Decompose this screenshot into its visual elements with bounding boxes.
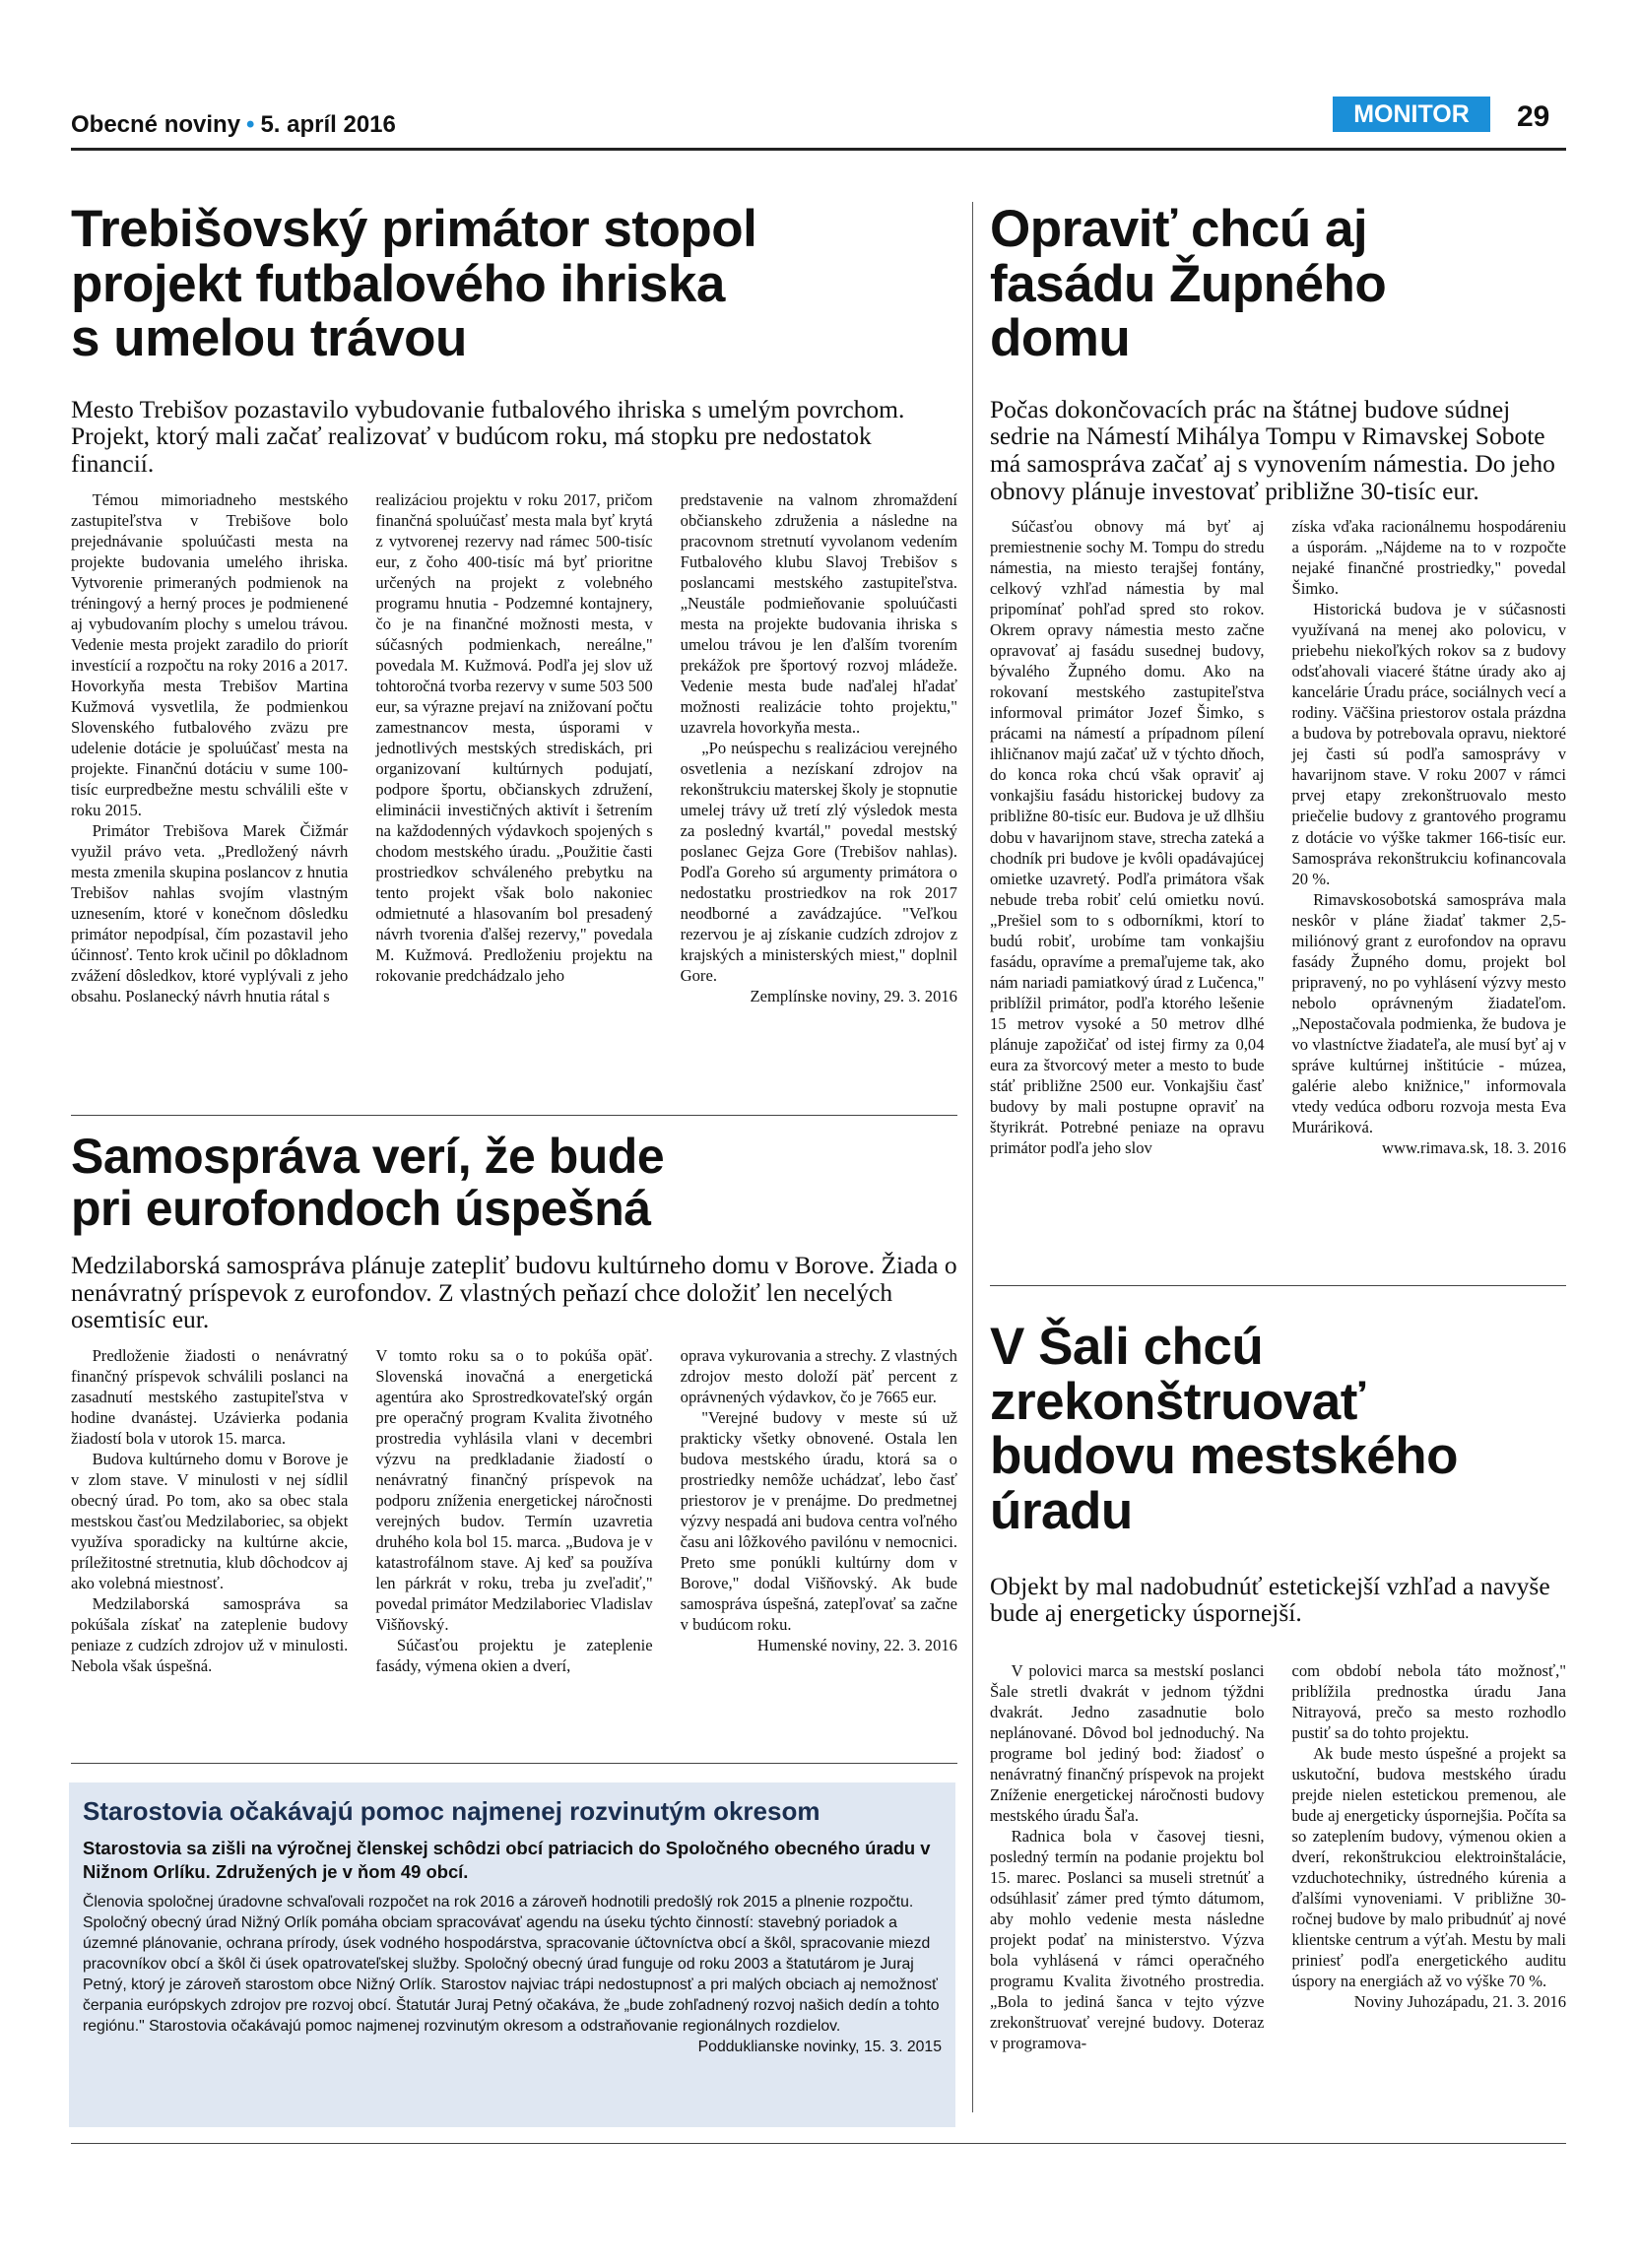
body-column [71, 1345, 348, 1759]
paragraph: oprava vykurovania a strechy. Z vlastných zdrojov mesto doloží päť percent z oprávnených výdavkov, čo je 7665 eur. [680, 1345, 957, 1406]
body-column [1292, 516, 1567, 1304]
box-source: Podduklianske novinky, 15. 3. 2015 [697, 2038, 942, 2055]
headline-line: pri eurofondoch úspešná [71, 1180, 651, 1236]
body-column [681, 489, 957, 1110]
body-column [990, 1660, 1265, 2153]
article-medzilaborce [71, 1131, 957, 1759]
paragraph: Súčasťou projektu je zateplenie fasády, výmena okien a dverí, [375, 1636, 653, 1676]
paragraph: „Po neúspechu s realizáciou verejného osvetlenia a nezískaní zdrojov na rekonštrukciu materskej školy je stopnutie umelej trávy už tretí zlý výsledok mesta za posledný kvartál," povedal mestský poslanec Gejza Gore (Trebišov nahlas). Podľa Goreho sú argumenty primátora o nedostatku prostriedkov na rok 2017 neodborné a zavádzajúce. "Veľkou rezervou je aj získanie cudzích zdrojov z krajských a ministerských miest," doplnil Gore. [680, 738, 957, 986]
headline [71, 202, 957, 366]
section-label: MONITOR [1333, 97, 1490, 132]
paragraph: Rimavskosobotská samospráva mala neskôr v pláne žiadať takmer 2,5-miliónový grant z eurofondov na opravu fasády Župného domu, projekt bol pripravený, no po vyhlásení výzvy mesto nebolo oprávneným žiadateľom. „Nepostačovala podmienka, že budova je vo vlastníctve žiadateľa, ale musí byť aj v správe kultúrnej inštitúcie - múzea, galérie alebo knižnice," informovala vtedy vedúca odboru rozvoja mesta Eva Muráriková. [1291, 889, 1566, 1136]
headline-line: Opraviť chcú aj [990, 200, 1368, 258]
paragraph: realizáciou projektu v roku 2017, pričom finančná spoluúčasť mesta mala byť krytá z vytvorenej rezervy nad rámec 500-tisíc eur, z čoho 400-tisíc má byť prioritne určených na projekt z volebného programu hnutia - Podzemné kontajnery, čo je na finančné možnosti mesta, v súčasných podmienkach, nereálne," povedala M. Kužmová. Podľa jej slov už tohtoročná tvorba rezervy v sume 503 500 eur, sa výrazne prejaví na znižovaní počtu zamestnancov mesta, úsporami v jednotlivých mestských strediskách, pri organizovaní kultúrnych podujatí, podpore športu, občianskych združení, eliminácii investičných aktivít i šetrením na každodenných výdavkoch spojených s chodom mestského úradu. „Použitie časti prostriedkov schváleného prebytku na tento projekt však bolo nakoniec odmietnuté a hlasovaním bol presadený návrh tvorenia ďalšej rezervy," povedala M. Kužmová. Predloženiu projektu na rokovanie predchádzalo jeho [375, 489, 653, 986]
headline-line: budovu mestského [990, 1427, 1458, 1486]
page-number: 29 [1517, 100, 1550, 133]
paragraph: V polovici marca sa mestskí poslanci Šale stretli dvakrát v jednom týždni dvakrát. Jedno zasadnutie bolo neplánované. Dôvod bol jednoduchý. Na programe bol jediný bod: žiadosť o nenávratný finančný príspevok na projekt Zníženie energetickej náročnosti budovy mestského úradu Šaľa. [990, 1660, 1265, 1825]
paragraph: predstavenie na valnom zhromaždení občianskeho združenia a následne na pracovnom stretnutí vyvolanom vedením Futbalového klubu Slavoj Trebišov s poslancami mestského zastupiteľstva. „Neustále podmieňovanie spoluúčasti mesta na projekte budovania ihriska s umelou trávou je len ďalším tvorením prekážok pre športový rozvoj mládeže. Vedenie mesta bude naďalej hľadať možnosti realizácie tohto projektu," uzavrela hovorkyňa mesta.. [680, 489, 957, 737]
paragraph: Radnica bola v časovej tiesni, posledný termín na podanie projektu bol 15. marec. Poslanci sa museli stretnúť a odsúhlasiť zámer pred týmto dátumom, aby mohlo vedenie mesta následne projekt podať na ministerstvo. Výzva bola vyhlásená v rámci operačného programu Kvalita životného prostredia. „Bola to jediná šanca v tejto výzve zrekonštruovať verejné budovy. Doteraz v programova- [990, 1826, 1265, 2053]
article-zupny-dom [990, 202, 1566, 1304]
header-rule [71, 148, 1566, 151]
paragraph: com období nebola táto možnosť," priblížila prednostka úradu Jana Nitrayová, prečo sa mesto rozhodlo pustiť sa do tohto projektu. [1291, 1660, 1566, 1742]
paragraph: získa vďaka racionálnemu hospodáreniu a úsporám. „Nájdeme na to v rozpočte nejaké finančné prostriedky," povedal Šimko. [1291, 517, 1566, 599]
body-column [990, 516, 1265, 1304]
body-column [375, 489, 652, 1110]
paragraph: V tomto roku sa o to pokúša opäť. Slovenská inovačná a energetická agentúra ako Sprostredkovateľský orgán pre operačný program Kvalita životného prostredia vyhlásila vlani v decembri výzvu na predkladanie žiadostí o nenávratný finančný príspevok na podporu zníženia energetickej náročnosti verejných budov. Termín uzavretia druhého kola bol 15. marca. „Budova je v katastrofálnom stave. Aj keď sa používa len párkrát v roku, treba ju zveľadiť," povedal primátor Medzilaboriec Vladislav Višňovský. [375, 1345, 653, 1634]
article-trebisov [71, 202, 957, 1110]
paragraph: Medzilaborská samospráva sa pokúšala získať na zateplenie budovy peniaze z cudzích zdrojov už v minulosti. Nebola však úspešná. [71, 1593, 349, 1676]
separator-dot: • [246, 111, 255, 138]
article-source: www.rimava.sk, 18. 3. 2016 [1382, 1137, 1566, 1157]
article-sala [990, 1320, 1566, 2153]
headline [71, 1131, 957, 1234]
headline-line: Samospráva verí, že bude [71, 1129, 665, 1184]
paragraph: Predloženie žiadosti o nenávratný finančný príspevok schválili poslanci na zasadnutí mestského zastupiteľstva v hodine dvanástej. Uzávierka podania žiadostí bola v utorok 15. marca. [71, 1345, 349, 1448]
article-separator [71, 1115, 957, 1116]
lead-paragraph: Medzilaborská samospráva plánuje zatepliť budovu kultúrneho domu v Borove. Žiada o nenávratný príspevok z eurofondov. Z vlastných peňazí chce doložiť len necelých osemtisíc eur. [71, 1251, 957, 1334]
info-box [69, 1782, 955, 2127]
article-body [990, 1660, 1566, 2153]
headline-line: s umelou trávou [71, 309, 467, 368]
article-source: Humenské noviny, 22. 3. 2016 [756, 1636, 957, 1655]
footer-rule [71, 2143, 1566, 2144]
paragraph: Témou mimoriadneho mestského zastupiteľstva v Trebišove bolo prejednávanie spoluúčasti mesta na projekte budovania umelého ihriska. Vytvorenie primeraných podmienok na tréningový a herný proces je podmienené aj vybudovaním plochy s umelou trávou. Vedenie mesta projekt zaradilo do priorít investícií a rozpočtu na roky 2016 a 2017. Hovorkyňa mesta Trebišov Martina Kužmová vysvetlila, že podmienkou Slovenského futbalového zväzu pre udelenie dotácie je spoluúčasť mesta na projekte. Finančnú dotáciu v sume 100-tisíc eurpredbežne mestu schválili ešte v roku 2015. [71, 489, 349, 819]
box-title: Starostovia očakávajú pomoc najmenej rozvinutým okresom [83, 1796, 820, 1826]
paragraph: "Verejné budovy v meste sú už prakticky všetky obnovené. Ostala len budova mestského úradu, ktorá sa o prostriedky nemôže uchádzať, lebo časť priestorov je v prenájme. Do predmetnej výzvy nespadá ani budova centra voľného času ani lôžkového pavilónu v nemocnici. Preto sme ponúkli kultúrny dom v Borove," dodal Višňovský. Ak bude samospráva úspešná, zatepľovať sa začne v budúcom roku. [680, 1407, 957, 1634]
headline [990, 202, 1566, 366]
issue-date: 5. apríl 2016 [260, 111, 396, 138]
paragraph: Primátor Trebišova Marek Čižmár využil právo veta. „Predložený návrh mesta zmenila skupina poslancov z hnutia Trebišov nahlas svojím vlastným uznesením, ktoré v konečnom dôsledku primátor nepodpísal, čím pozastavil jeho účinnosť. Tento krok učinil po dôkladnom zvážení dôsledkov, ktoré vyplývali z jeho obsahu. Poslanecký návrh hnutia rátal s [71, 821, 349, 1006]
headline-line: fasádu Župného [990, 254, 1387, 313]
lead-paragraph: Objekt by mal nadobudnúť estetickejší vzhľad a navyše bude aj energeticky úspornejší. [990, 1571, 1550, 1628]
headline [990, 1320, 1566, 1539]
column-divider [972, 202, 973, 2112]
box-body: Členovia spoločnej úradovne schvaľovali rozpočet na rok 2016 a zároveň hodnotili predošlý rok 2015 a plnenie rozpočtu. Spoločný obecný úrad Nižný Orlík pomáha obciam spracovávať agendu na úseku týchto činností: stavebný poriadok a územné plánovanie, ochrana prírody, úsek vodného hospodárstva, spracovanie účtovníctva obcí a škôl, spracovanie miezd pracovníkov obcí a škôl či úsek opatrovateľskej služby. Spoločný obecný úrad funguje od roku 2003 a štatutárom je Juraj Petný, ktorý je zároveň starostom obce Nižný Orlík. Starostov najviac trápi nedostupnosť a pri malých obciach aj nemožnosť čerpania európskych zdrojov pre rozvoj obcí. Štatutár Juraj Petný očakáva, že „bude zohľadnený rozvoj našich dedín a tohto regiónu." Starostovia očakávajú pomoc najmenej rozvinutým okresom a odstraňovanie regionálnych rozdielov. [83, 1893, 940, 2035]
article-separator [71, 1763, 957, 1764]
publication-name: Obecné noviny [71, 111, 241, 138]
article-source: Zemplínske noviny, 29. 3. 2016 [750, 987, 957, 1006]
headline-line: Trebišovský primátor stopol [71, 200, 757, 258]
body-column [375, 1345, 652, 1759]
body-column [1292, 1660, 1567, 2153]
lead-paragraph: Mesto Trebišov pozastavilo vybudovanie futbalového ihriska s umelým povrchom. Projekt, ktorý mali začať realizovať v budúcom roku, má stopku pre nedostatok financií. [71, 394, 905, 478]
headline-line: zrekonštruovať [990, 1372, 1365, 1431]
headline-line: projekt futbalového ihriska [71, 254, 725, 313]
box-lead: Starostovia sa zišli na výročnej členskej schôdzi obcí patriacich do Spoločného obecného úradu v Nižnom Orlíku. Združených je v ňom 49 obcí. [83, 1838, 931, 1882]
masthead [71, 111, 396, 139]
headline-line: V Šali chcú [990, 1318, 1264, 1376]
body-column [71, 489, 348, 1110]
paragraph: Budova kultúrneho domu v Borove je v zlom stave. V minulosti v nej sídlil obecný úrad. Po tom, ako sa obec stala mestskou časťou Medzilaboriec, sa objekt využíva sporadicky na kultúrne akcie, príležitostné stretnutia, klub dôchodcov aj ako volebná miestnosť. [71, 1449, 349, 1592]
body-column [681, 1345, 957, 1759]
headline-line: úradu [990, 1481, 1133, 1540]
paragraph: Historická budova je v súčasnosti využívaná na menej ako polovicu, v priebehu niekoľkých rokov sa z budovy odsťahovali viaceré štátne úrady ako aj kancelárie Úradu práce, sociálnych vecí a rodiny. Väčšina priestorov ostala prázdna a budova by potrebovala opravu, niektoré jej časti sú podľa samosprávy v havarijnom stave. V roku 2007 v rámci prvej etapy zrekonštruovalo mesto priečelie budovy z grantového programu z dotácie vo výške takmer 166-tisíc eur. Samospráva rekonštrukciu kofinancovala 20 %. [1291, 600, 1566, 888]
paragraph: Súčasťou obnovy má byť aj premiestnenie sochy M. Tompu do stredu námestia, na miesto terajšej fontány, celkový vzhľad námestia by mal pripomínať pohľad spred sto rokov. Okrem opravy námestia mesto začne opravovať aj fasádu susednej budovy, bývalého Župného domu. Ako na rokovaní mestského zastupiteľstva informoval primátor Jozef Šimko, s prácami na námestí a prípadnom pílení ihličnanov majú začať už v týchto dňoch, do konca roka chcú však opraviť aj vonkajšiu fasádu historickej budovy za približne 80-tisíc eur. Budova je už dlhšiu dobu v havarijnom stave, strecha zateká a chodník pri budove je kvôli opadávajúcej omietke uzavretý. Podľa primátora však nebude treba robiť celú omietku novú. „Prešiel som to s odborníkmi, ktorí to budú robiť, urobíme tam vonkajšiu fasádu, opravíme a premaľujeme tak, ako nám nariadi pamiatkový úrad z Lučenca," priblížil primátor, podľa ktorého lešenie 15 metrov vysoké a 50 metrov dlhé plánuje zapožičať od istej firmy za 0,04 eura za štvorcový meter a mesto to bude stáť približne 2500 eur. Vonkajšiu časť budovy by mali postupne opraviť na štyrikrát. Potrebné peniaze na opravu primátor podľa jeho slov [990, 517, 1265, 1157]
article-source: Noviny Juhozápadu, 21. 3. 2016 [1353, 1992, 1566, 2012]
article-body [990, 516, 1566, 1304]
paragraph: Ak bude mesto úspešné a projekt sa uskutoční, budova mestského úradu prejde nielen estetickou premenou, ale bude aj energeticky úspornejšia. Počíta sa so zateplením budovy, výmenou okien a dverí, rekonštrukciou elektroinštalácie, vzduchotechniky, ústredného kúrenia a ďalšími vynoveniami. V približne 30-ročnej budove by malo pribudnúť aj nové klientske centrum a výťah. Mestu by mali priniesť podľa energetického auditu úspory na energiách až vo výške 70 %. [1291, 1743, 1566, 1991]
article-body [71, 1345, 957, 1759]
article-separator [990, 1285, 1566, 1286]
headline-line: domu [990, 309, 1131, 368]
article-body [71, 489, 957, 1110]
lead-paragraph: Počas dokončovacích prác na štátnej budove súdnej sedrie na Námestí Mihálya Tompu v Rimavskej Sobote má samospráva začať aj s vynovením námestia. Do jeho obnovy plánuje investovať približne 30-tisíc eur. [990, 394, 1555, 505]
